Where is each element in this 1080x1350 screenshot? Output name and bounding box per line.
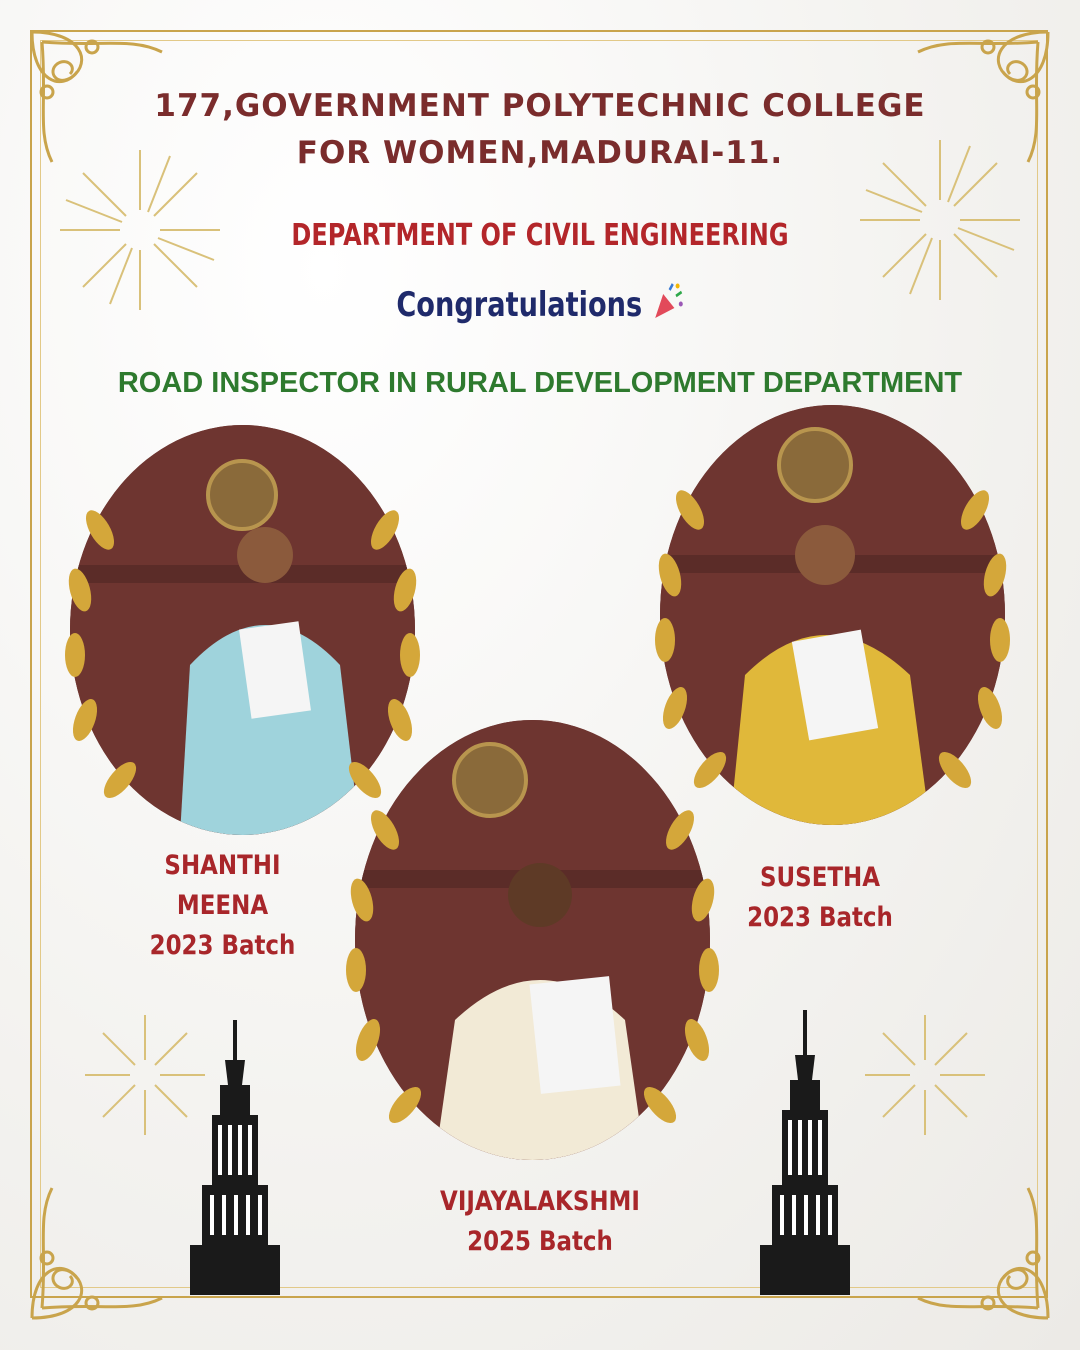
person-name: SHANTHI MEENA — [164, 850, 281, 921]
name-label-shanthi-meena — [118, 846, 326, 966]
name-label-susetha — [735, 858, 905, 938]
firework-burst-icon — [860, 1010, 990, 1140]
person-name: VIJAYALAKSHMI — [440, 1186, 640, 1217]
corner-ornament-bottom-right — [908, 1178, 1058, 1328]
corner-ornament-bottom-left — [22, 1178, 172, 1328]
portrait-illustration — [660, 405, 1005, 825]
portrait-illustration — [355, 720, 710, 1160]
congratulations-text: Congratulations — [396, 285, 643, 325]
photo-susetha — [660, 405, 1005, 825]
party-popper-icon — [652, 282, 684, 322]
portrait-illustration — [70, 425, 415, 835]
person-batch: 2023 Batch — [747, 902, 893, 933]
name-label-vijayalakshmi — [438, 1182, 642, 1262]
skyscraper-icon — [180, 1020, 290, 1295]
college-name-line1: 177,GOVERNMENT POLYTECHNIC COLLEGE — [154, 88, 926, 124]
photo-vijayalakshmi — [355, 720, 710, 1160]
congratulations-heading — [108, 282, 972, 325]
role-title: ROAD INSPECTOR IN RURAL DEVELOPMENT DEPARTMENT — [117, 367, 963, 399]
department-title: DEPARTMENT OF CIVIL ENGINEERING — [291, 218, 789, 253]
photo-shanthi-meena — [70, 425, 415, 835]
person-name: SUSETHA — [759, 862, 880, 893]
skyscraper-icon — [750, 1010, 860, 1295]
college-name-line2: FOR WOMEN,MADURAI-11. — [296, 135, 784, 171]
person-batch: 2025 Batch — [467, 1226, 613, 1257]
person-batch: 2023 Batch — [149, 930, 296, 961]
